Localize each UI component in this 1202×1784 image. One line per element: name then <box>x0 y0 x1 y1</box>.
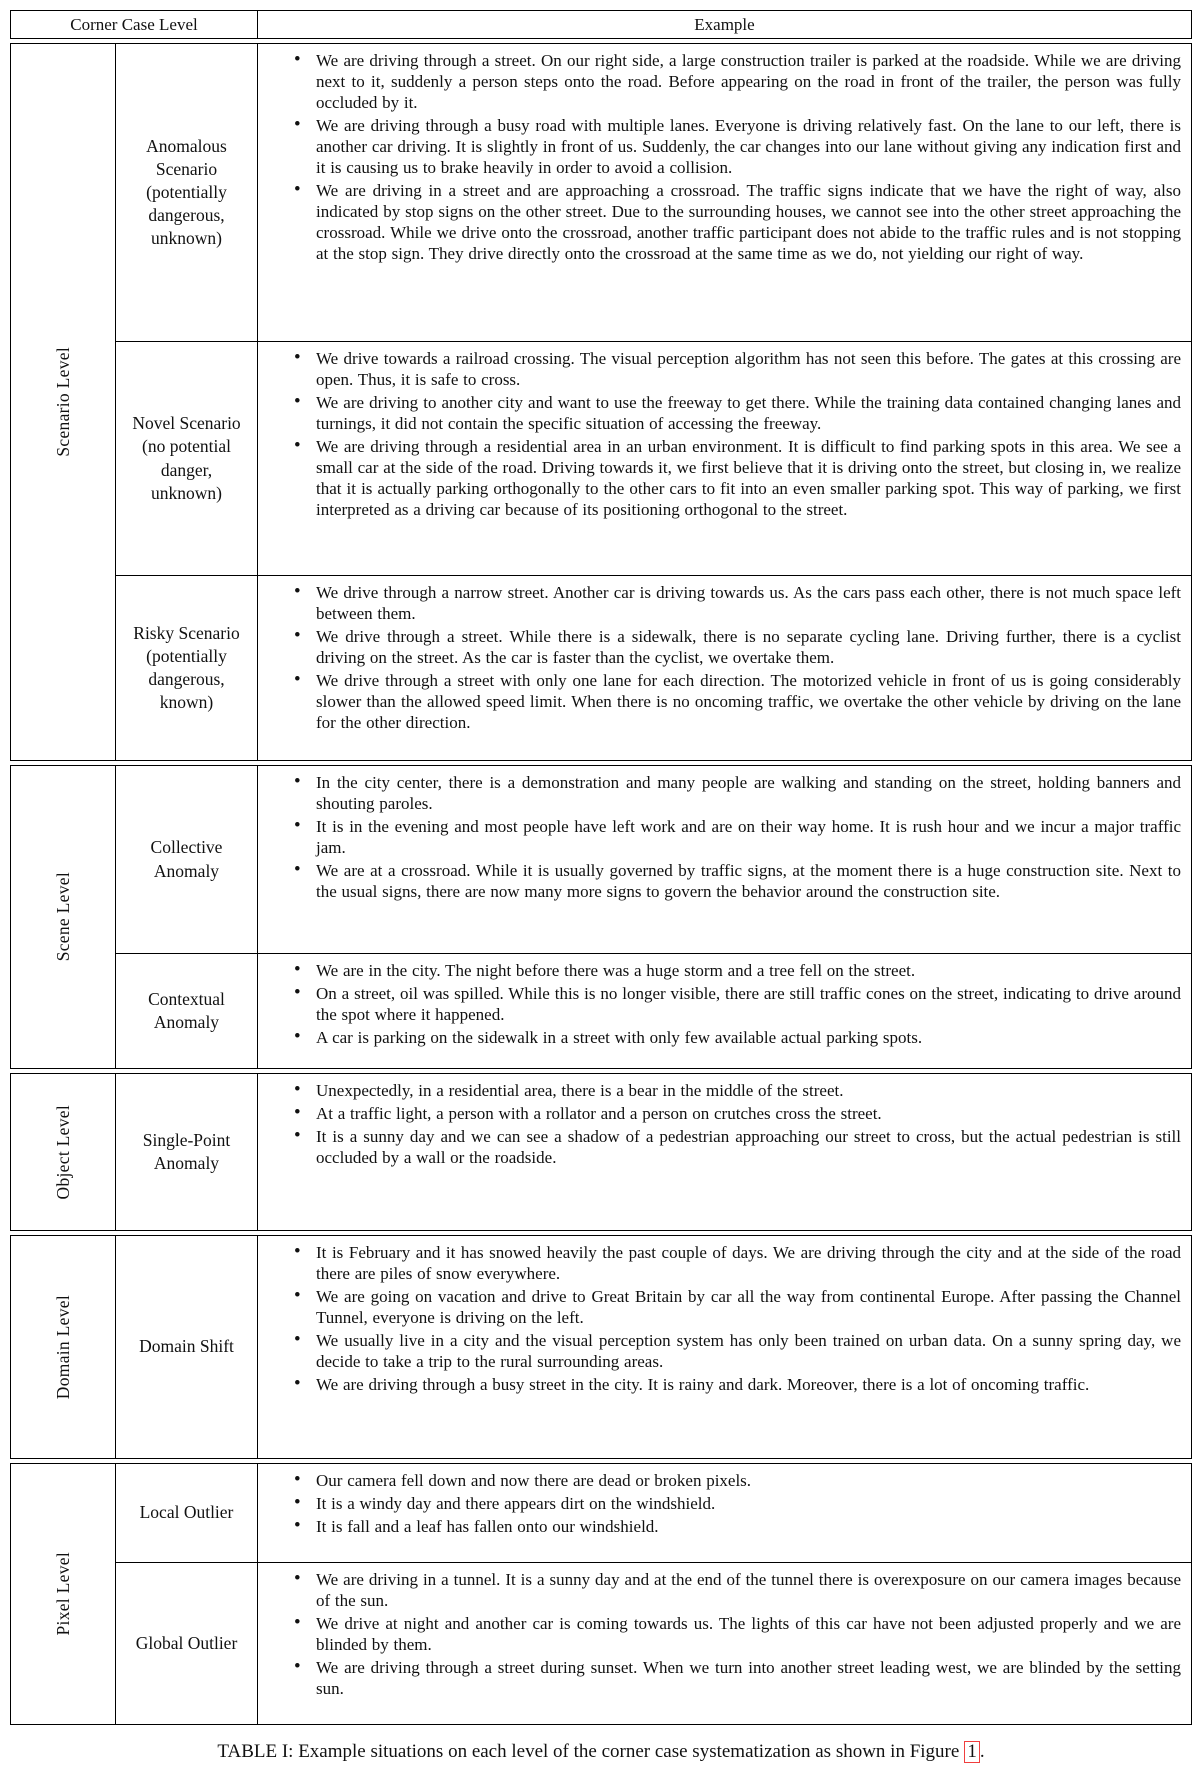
category-label: Collective Anomaly <box>150 837 223 881</box>
example-list <box>258 960 1181 1048</box>
example-cell <box>258 44 1191 341</box>
category-cell <box>116 342 258 575</box>
example-item: • We are at a crossroad. While it is usually governed by traffic signs, at the moment there is a huge construction site. Next to the usual signs, there are now many more signs to govern the behavior around the construction site. <box>294 860 1181 902</box>
example-cell <box>258 1464 1191 1562</box>
example-item: • We are driving through a street during sunset. When we turn into another street leading west, we are blinded by the setting sun. <box>294 1657 1181 1699</box>
category-cell <box>116 1074 258 1230</box>
table-body <box>10 43 1192 1725</box>
example-list <box>258 1569 1181 1699</box>
example-item: • We are driving to another city and want to use the freeway to get there. While the training data contained changing lanes and turnings, it did not contain the specific situation of accessing the freeway. <box>294 392 1181 434</box>
table-row <box>116 953 1191 1068</box>
example-list <box>258 50 1181 264</box>
example-item: • It is a windy day and there appears dirt on the windshield. <box>294 1493 1181 1514</box>
level-label: Domain Level <box>52 1294 73 1400</box>
level-label: Object Level <box>52 1104 73 1200</box>
example-list <box>258 1080 1181 1168</box>
level-label: Pixel Level <box>52 1552 73 1636</box>
example-item: • At a traffic light, a person with a rollator and a person on crutches cross the street. <box>294 1103 1181 1124</box>
category-label: Global Outlier <box>135 1632 238 1653</box>
example-cell <box>258 576 1191 760</box>
example-cell <box>258 1563 1191 1724</box>
level-block <box>10 765 1192 1069</box>
example-item: • We drive through a narrow street. Another car is driving towards us. As the cars pass each other, there is not much space left between them. <box>294 582 1181 624</box>
example-item: • It is in the evening and most people have left work and are on their way home. It is rush hour and we incur a major traffic jam. <box>294 816 1181 858</box>
rows <box>116 766 1191 1068</box>
example-cell <box>258 1074 1191 1230</box>
category-label: Single-Point Anomaly <box>142 1129 231 1173</box>
caption-text: TABLE I: Example situations on each level of the corner case systematization as shown in Figure <box>217 1741 960 1762</box>
category-label: Novel Scenario (no potential danger, unknown) <box>132 413 241 503</box>
example-item: • A car is parking on the sidewalk in a street with only few available actual parking spots. <box>294 1027 1181 1048</box>
category-label: Local Outlier <box>139 1502 234 1523</box>
category-label: Contextual Anomaly <box>148 988 225 1032</box>
category-label: Risky Scenario (potentially dangerous, known) <box>133 622 240 713</box>
example-item: • We drive through a street. While there is a sidewalk, there is no separate cycling lane. Driving further, there is a cyclist driving on the street. As the car is faster than the cyclist, we overtake them. <box>294 626 1181 668</box>
example-item: • We are going on vacation and drive to Great Britain by car all the way from continental Europe. After passing the Channel Tunnel, everyone is driving on the left. <box>294 1286 1181 1328</box>
table-row <box>116 44 1191 341</box>
table-header-row <box>10 10 1192 39</box>
example-item: • In the city center, there is a demonstration and many people are walking and standing on the street, holding banners and shouting paroles. <box>294 772 1181 814</box>
example-item: • We are driving in a tunnel. It is a sunny day and at the end of the tunnel there is overexposure on our camera images because of the sun. <box>294 1569 1181 1611</box>
example-item: • We drive at night and another car is coming towards us. The lights of this car have not been adjusted properly and we are blinded by them. <box>294 1613 1181 1655</box>
level-label: Scene Level <box>52 872 73 962</box>
category-cell <box>116 1563 258 1724</box>
example-list <box>258 1242 1181 1395</box>
category-cell <box>116 954 258 1068</box>
example-cell <box>258 342 1191 575</box>
level-block <box>10 1235 1192 1459</box>
level-block <box>10 43 1192 761</box>
example-item: • On a street, oil was spilled. While this is no longer visible, there are still traffic cones on the street, indicating to drive around the spot where it happened. <box>294 983 1181 1025</box>
example-item: • We drive towards a railroad crossing. The visual perception algorithm has not seen this before. The gates at this crossing are open. Thus, it is safe to cross. <box>294 348 1181 390</box>
figure-1-link[interactable]: 1 <box>964 1741 980 1763</box>
table-row <box>116 1074 1191 1230</box>
example-item: • We drive through a street with only one lane for each direction. The motorized vehicle in front of us is going considerably slower than the allowed speed limit. When there is no oncoming traffic, we overtake the other vehicle by driving on the lane for the other direction. <box>294 670 1181 733</box>
level-block <box>10 1463 1192 1725</box>
example-list <box>258 772 1181 902</box>
example-item: • We usually live in a city and the visual perception system has only been trained on urban data. On a sunny spring day, we decide to take a trip to the rural surrounding areas. <box>294 1330 1181 1372</box>
rows <box>116 1074 1191 1230</box>
category-cell <box>116 1236 258 1458</box>
example-item: • It is a sunny day and we can see a shadow of a pedestrian approaching our street to cross, but the actual pedestrian is still occluded by a wall or the roadside. <box>294 1126 1181 1168</box>
example-item: • We are driving through a street. On our right side, a large construction trailer is parked at the roadside. While we are driving next to it, suddenly a person steps onto the road. Before appearing on the road in front of the trailer, the person was fully occluded by it. <box>294 50 1181 113</box>
level-cell <box>11 766 116 1068</box>
level-block <box>10 1073 1192 1231</box>
category-cell <box>116 1464 258 1562</box>
table-row <box>116 1464 1191 1562</box>
table-row <box>116 1236 1191 1458</box>
example-item: • We are in the city. The night before there was a huge storm and a tree fell on the street. <box>294 960 1181 981</box>
example-list <box>258 348 1181 520</box>
example-cell <box>258 766 1191 953</box>
example-item: • We are driving through a residential area in an urban environment. It is difficult to find parking spots in this area. We see a small car at the side of the road. Driving towards it, we first believe that it is driving onto the street, but closing in, we realize that it is actually parking orthogonally to the other cars to fit into an even smaller parking spot. This way of parking, we first interpreted as a driving car because of its positioning orthogonal to the street. <box>294 436 1181 520</box>
example-list <box>258 582 1181 733</box>
category-cell <box>116 766 258 953</box>
example-item: • We are driving through a busy road with multiple lanes. Everyone is driving relatively fast. On the lane to our left, there is another car driving. It is slightly in front of us. Suddenly, the car changes into our lane without giving any indication first and it is causing us to brake heavily in order to avoid a collision. <box>294 115 1181 178</box>
level-cell <box>11 1074 116 1230</box>
example-list <box>258 1470 1181 1537</box>
caption-period: . <box>979 1741 985 1762</box>
category-label: Anomalous Scenario (potentially dangerous, unknown) <box>146 135 227 249</box>
example-item: • We are driving in a street and are approaching a crossroad. The traffic signs indicate that we have the right of way, also indicated by stop signs on the other street. Due to the surrounding houses, we cannot see into the other street approaching the crossroad. While we drive onto the crossroad, another traffic participant does not abide to the traffic rules and is not stopping at the stop sign. They drive directly onto the crossroad at the same time as we do, not yielding our right of way. <box>294 180 1181 264</box>
level-cell <box>11 1236 116 1458</box>
example-cell <box>258 954 1191 1068</box>
example-item: • It is February and it has snowed heavily the past couple of days. We are driving through the city and at the side of the road there are piles of snow everywhere. <box>294 1242 1181 1284</box>
rows <box>116 1464 1191 1724</box>
table-row <box>116 341 1191 575</box>
level-cell <box>11 44 116 760</box>
rows <box>116 1236 1191 1458</box>
example-item: • Our camera fell down and now there are dead or broken pixels. <box>294 1470 1181 1491</box>
header-corner-case-level: Corner Case Level <box>11 11 258 38</box>
example-cell <box>258 1236 1191 1458</box>
corner-case-table <box>10 10 1192 1763</box>
level-cell <box>11 1464 116 1724</box>
example-item: • It is fall and a leaf has fallen onto our windshield. <box>294 1516 1181 1537</box>
table-row <box>116 575 1191 760</box>
header-example: Example <box>694 14 755 34</box>
category-label: Domain Shift <box>139 1336 234 1357</box>
example-item: • We are driving through a busy street in the city. It is rainy and dark. Moreover, there is a lot of oncoming traffic. <box>294 1374 1181 1395</box>
category-cell <box>116 44 258 341</box>
level-label: Scenario Level <box>52 347 73 457</box>
category-cell <box>116 576 258 760</box>
table-row <box>116 766 1191 953</box>
table-row <box>116 1562 1191 1724</box>
rows <box>116 44 1191 760</box>
example-item: • Unexpectedly, in a residential area, there is a bear in the middle of the street. <box>294 1080 1181 1101</box>
table-caption <box>10 1741 1192 1763</box>
